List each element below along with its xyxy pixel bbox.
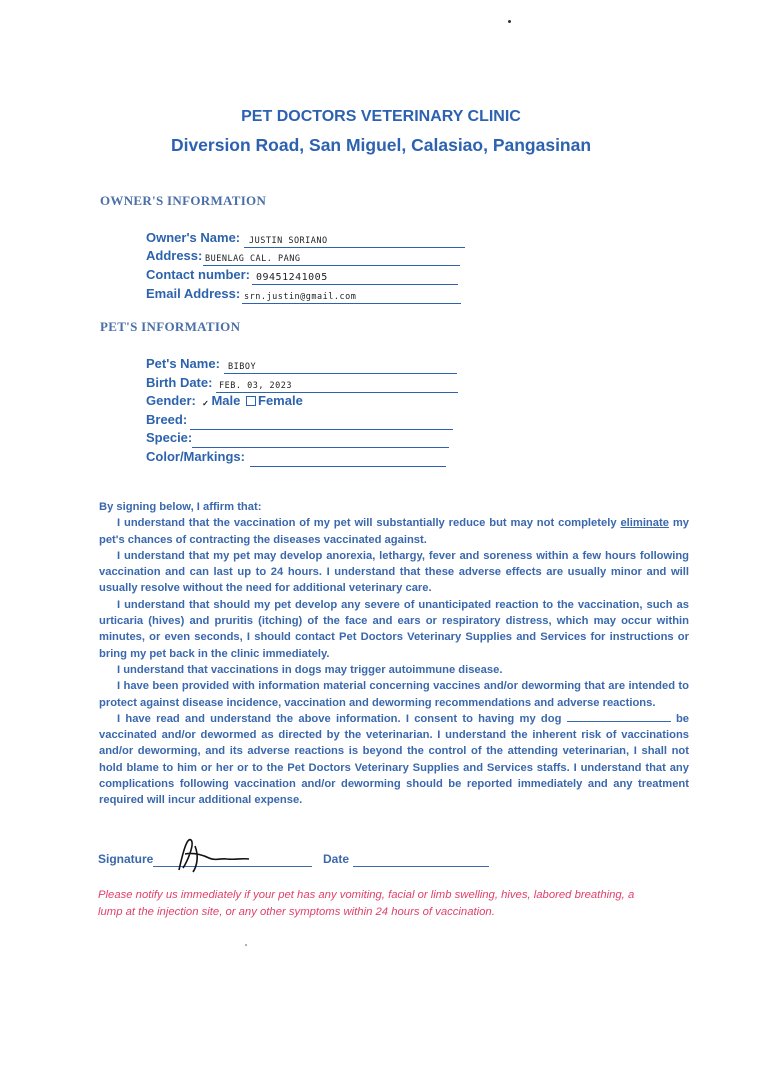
owner-email-label: Email Address:	[146, 286, 241, 301]
pet-name-field[interactable]	[146, 356, 257, 374]
date-field[interactable]	[353, 852, 489, 867]
dog-name-blank[interactable]	[567, 711, 671, 722]
scan-speck	[508, 20, 511, 23]
owner-name-field[interactable]	[146, 230, 328, 248]
post-vaccination-notice: Please notify us immediately if your pet has any vomiting, facial or limb swelling, hives, labored breathing, a lump at the injection site, or any other symptoms within 24 hours of vaccination.	[98, 889, 635, 918]
pet-birth-label: Birth Date:	[146, 375, 213, 390]
female-checkbox[interactable]	[246, 396, 256, 406]
pet-section-title: PET'S INFORMATION	[100, 319, 241, 334]
date-label: Date	[323, 852, 350, 866]
owner-contact-value: 09451241005	[256, 272, 328, 283]
pet-gender-field	[146, 393, 303, 411]
pet-breed-label: Breed:	[146, 412, 188, 427]
female-label: Female	[258, 393, 303, 408]
signature-scribble	[165, 832, 255, 877]
pet-name-label: Pet's Name:	[146, 356, 220, 371]
pet-gender-label: Gender:	[146, 393, 196, 408]
consent-text	[99, 499, 689, 809]
pet-specie-field[interactable]	[146, 430, 192, 448]
owner-address-label: Address:	[146, 248, 203, 263]
signature-label: Signature	[98, 852, 154, 866]
consent-paragraph-1: I understand that the vaccination of my pet will substantially reduce but may not completely eliminate my pet's chances of contracting the diseases vaccinated against.	[99, 517, 689, 546]
pet-birth-value: FEB. 03, 2023	[219, 381, 293, 391]
consent-intro: By signing below, I affirm that:	[99, 501, 262, 513]
pet-color-label: Color/Markings:	[146, 449, 245, 464]
male-label: Male	[211, 393, 241, 408]
consent-paragraph-6: I have read and understand the above information. I consent to having my dog be vaccinated and/or dewormed as directed by the veterinarian. I understand the inherent risk of vaccinations and/or deworming, and its adverse reactions is beyond the control of the attending veterinarian, I shall not hold blame to him or her or to the Pet Doctors Veterinary Supplies and Services staffs. I understand that any complications following vaccination and/or deworming should be reported immediately and any treatment required will incur additional expense.	[99, 712, 690, 807]
pet-breed-field[interactable]	[146, 412, 187, 430]
clinic-name: PET DOCTORS VETERINARY CLINIC	[241, 108, 521, 125]
male-checkbox[interactable]: ✓	[202, 399, 209, 408]
consent-paragraph-2: I understand that my pet may develop anorexia, lethargy, fever and soreness within a few hours following vaccination and can last up to 24 hours. I understand that these adverse effects are usually minor and will usually resolve without the need for additional veterinary care.	[99, 549, 689, 595]
pet-name-value: BIBOY	[228, 362, 257, 372]
owner-address-field[interactable]	[146, 248, 301, 266]
owner-name-value: JUSTIN SORIANO	[249, 236, 328, 246]
pet-birth-field[interactable]	[146, 375, 293, 393]
owner-section-title: OWNER'S INFORMATION	[100, 193, 267, 208]
signature-row	[98, 852, 153, 866]
owner-name-label: Owner's Name:	[146, 230, 241, 245]
consent-paragraph-3: I understand that should my pet develop any severe of unanticipated reaction to the vaccination, such as urticaria (hives) and pruritis (itching) of the face and ears or respiratory distress, which may occur within minutes, or even seconds, I should contact Pet Doctors Veterinary Supplies and Services for instructions or bring my pet back in the clinic immediately.	[99, 598, 689, 660]
clinic-address: Diversion Road, San Miguel, Calasiao, Pangasinan	[170, 135, 592, 155]
pet-specie-label: Specie:	[146, 430, 193, 445]
owner-email-field[interactable]	[146, 286, 357, 304]
scan-speck	[245, 944, 247, 946]
owner-address-value: BUENLAG CAL. PANG	[205, 254, 301, 264]
owner-contact-label: Contact number:	[146, 267, 250, 282]
owner-contact-field[interactable]	[146, 267, 328, 285]
pet-color-field[interactable]	[146, 449, 245, 467]
date-row	[323, 852, 349, 866]
consent-paragraph-4: I understand that vaccinations in dogs may trigger autoimmune disease.	[117, 663, 503, 676]
consent-paragraph-5: I have been provided with information material concerning vaccines and/or deworming that are intended to protect against disease incidence, vaccination and deworming recommendations and adverse reactions.	[99, 680, 689, 709]
owner-email-value: srn.justin@gmail.com	[244, 292, 357, 302]
